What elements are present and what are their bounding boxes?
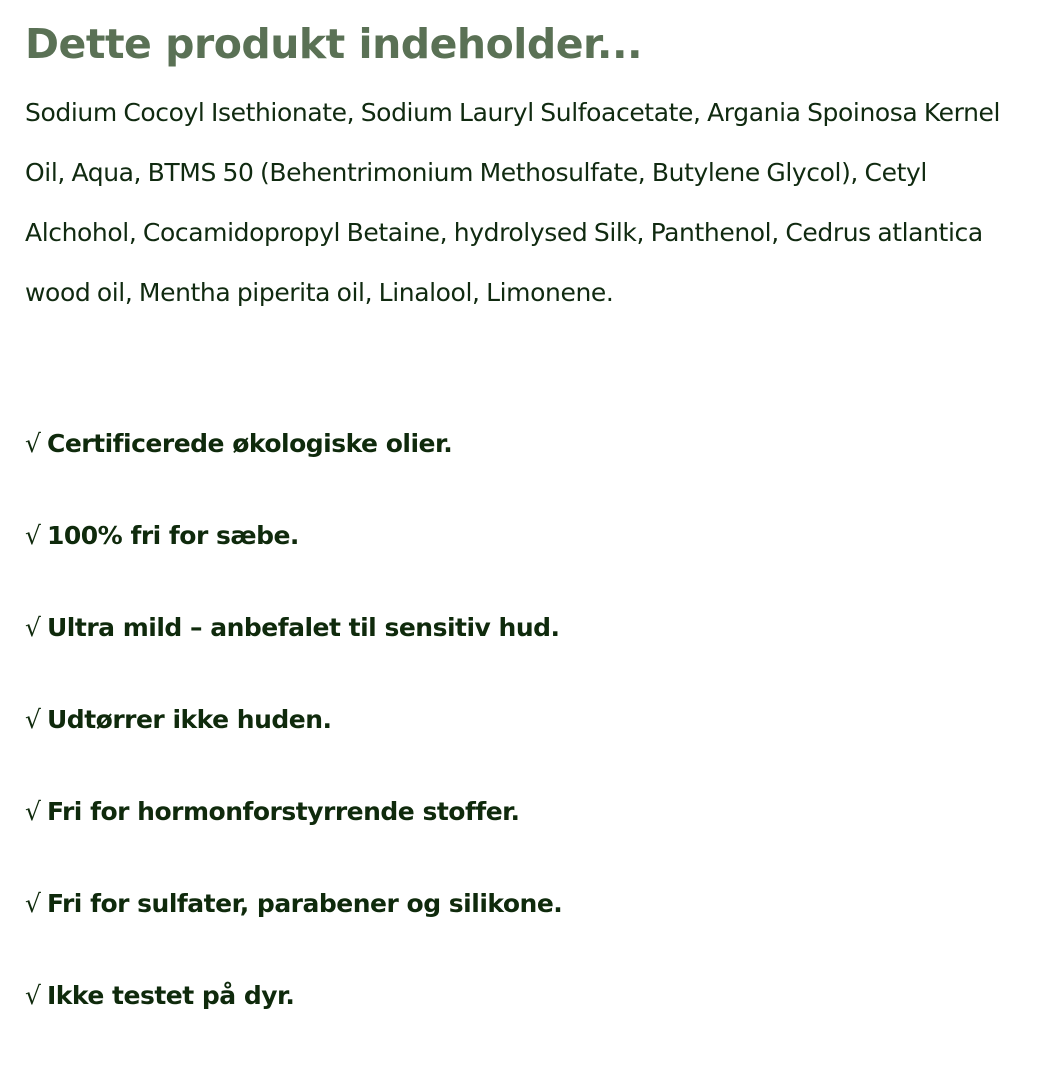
checkmark-icon: √ xyxy=(25,613,41,642)
checkmark-icon: √ xyxy=(25,521,41,550)
checkmark-icon: √ xyxy=(25,981,41,1010)
feature-label: 100% fri for sæbe. xyxy=(47,521,299,550)
feature-label: Ultra mild – anbefalet til sensitiv hud. xyxy=(47,613,560,642)
feature-item xyxy=(25,878,562,970)
feature-item xyxy=(25,694,562,786)
feature-item xyxy=(25,510,562,602)
feature-label: Fri for sulfater, parabener og silikone. xyxy=(47,889,563,918)
feature-label: Certificerede økologiske olier. xyxy=(47,429,453,458)
section-heading: Dette produkt indeholder... xyxy=(25,20,643,68)
feature-label: Fri for hormonforstyrrende stoffer. xyxy=(47,797,520,826)
features-list xyxy=(25,418,562,1062)
checkmark-icon: √ xyxy=(25,797,41,826)
checkmark-icon: √ xyxy=(25,889,41,918)
feature-label: Ikke testet på dyr. xyxy=(47,981,295,1010)
feature-item xyxy=(25,786,562,878)
feature-item xyxy=(25,418,562,510)
feature-item xyxy=(25,970,562,1062)
checkmark-icon: √ xyxy=(25,705,41,734)
feature-item xyxy=(25,602,562,694)
ingredients-list: Sodium Cocoyl Isethionate, Sodium Lauryl Sulfoacetate, Argania Spoinosa Kernel Oil, Aqua, BTMS 50 (Behentrimonium Methosulfate, Butylene Glycol), Cetyl Alchohol, Cocamidopropyl Betaine, hydrolysed Silk, Panthenol, Cedrus atlantica wood oil, Mentha piperita oil, Linalool, Limonene. xyxy=(25,98,1001,307)
checkmark-icon: √ xyxy=(25,429,41,458)
feature-label: Udtørrer ikke huden. xyxy=(47,705,332,734)
